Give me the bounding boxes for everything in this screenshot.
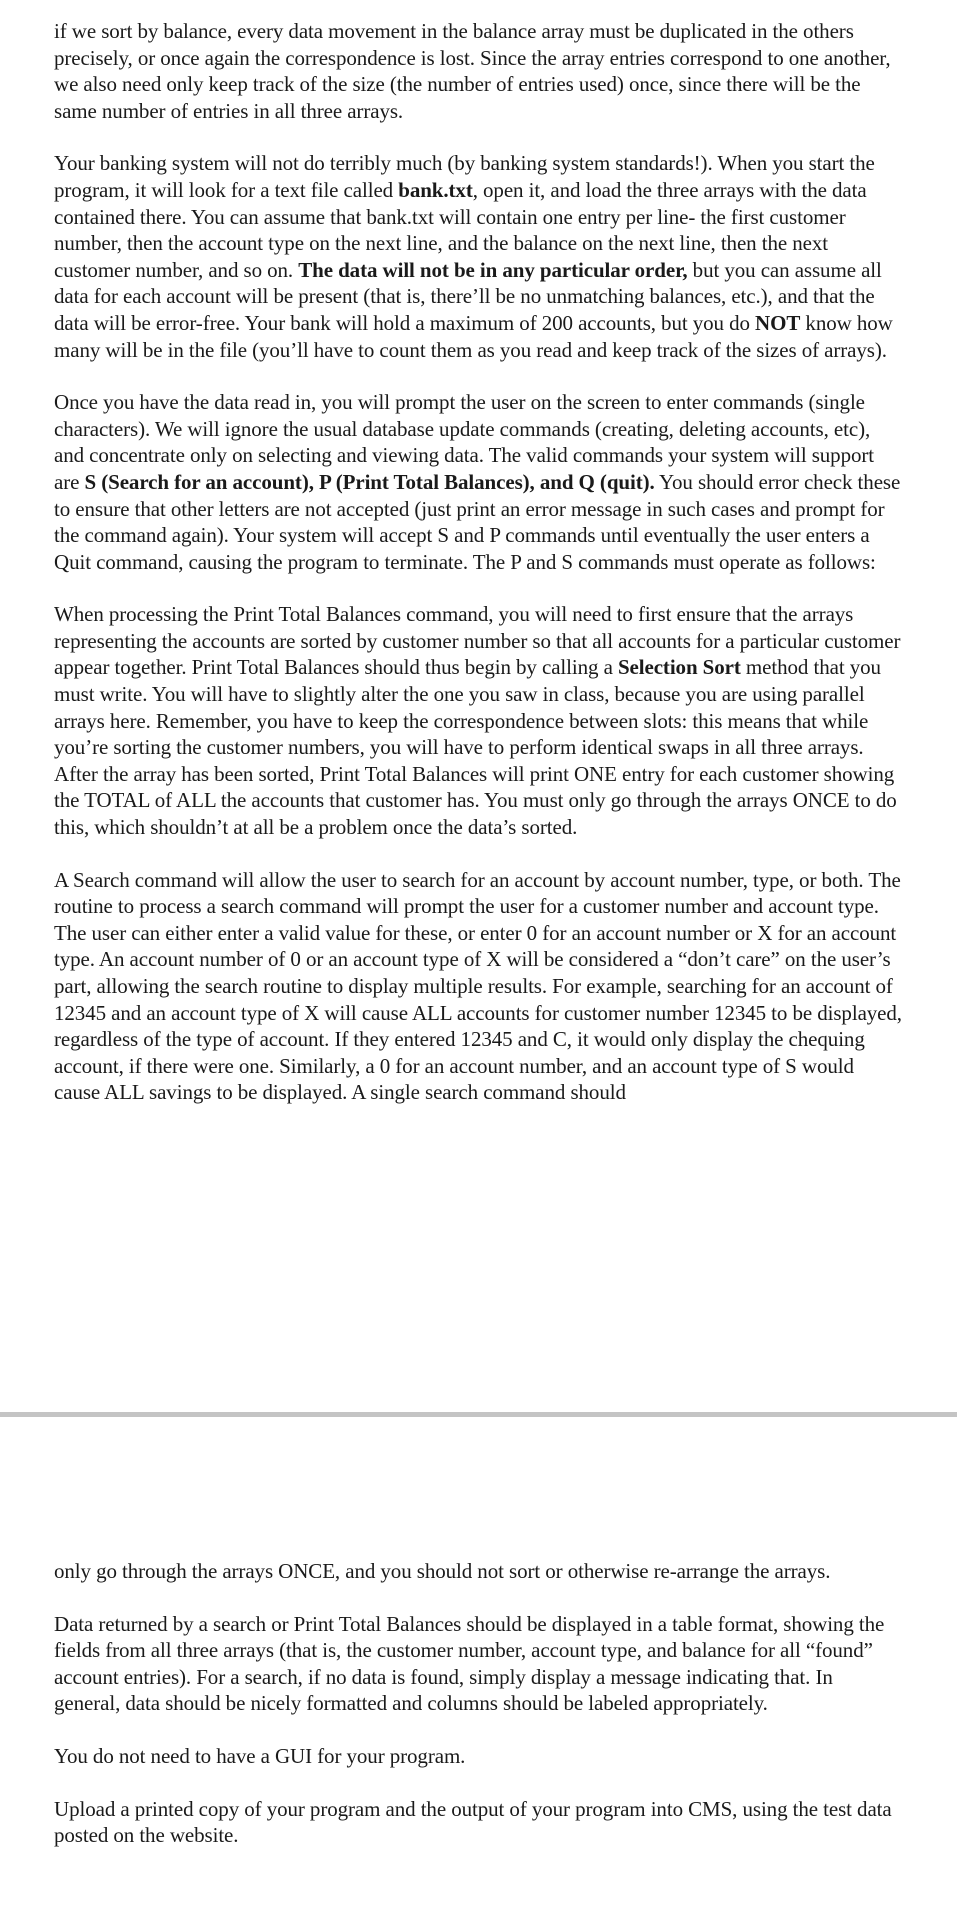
p3-text-1: Once you have the data read in, you will prompt the user on the screen to enter commands (single characters). We will ignore the usual database update commands (creating, deleting accounts, etc), and concentrate only on selecting and viewing data. The valid commands your system will support are [54, 390, 875, 494]
p2-text-4: know how many will be in the file (you’ll have to count them as you read and keep track of the sizes of arrays). [54, 310, 893, 362]
paragraph-search-continued: only go through the arrays ONCE, and you should not sort or otherwise re-arrange the arrays. [54, 1559, 831, 1583]
p3-bold-commands: S (Search for an account), P (Print Total Balances), and Q (quit). [84, 469, 655, 494]
paragraph-banking-system-intro [54, 150, 904, 363]
p2-bold-filename: bank.txt [398, 177, 473, 202]
p2-text-3: but you can assume all data for each account will be present (that is, there’ll be no unmatching balances, etc.), and that the data will be error-free. Your bank will hold a maximum of 200 accounts, but you do [54, 257, 882, 335]
p4-text-2: method that you must write. You will have to slightly alter the one you saw in class, because you are using parallel arrays here. Remember, you have to keep the correspondence between slots: this means that while you’re sorting the customer numbers, you will have to perform identical swaps in all three arrays. After the array has been sorted, Print Total Balances will print ONE entry for each customer showing the TOTAL of ALL the accounts that customer has. You must only go through the arrays ONCE to do this, which shouldn’t at all be a problem once the data’s sorted. [54, 655, 897, 840]
p3-text-2: You should error check these to ensure that other letters are not accepted (just print an error message in such cases and prompt for the command again). Your system will accept S and P commands until eventually the user enters a Quit command, causing the program to terminate. The P and S commands must operate as follows: [54, 469, 901, 574]
p4-bold-selection-sort: Selection Sort [617, 655, 741, 680]
paragraph-print-total-balances [54, 601, 904, 840]
page-divider [0, 1412, 957, 1417]
p4-text-1: When processing the Print Total Balances command, you will need to first ensure that the arrays representing the accounts are sorted by customer number so that all accounts for a particular customer appear together. Print Total Balances should thus begin by calling a [54, 602, 901, 680]
paragraph-no-gui: You do not need to have a GUI for your program. [54, 1743, 466, 1768]
paragraph-search-command: A Search command will allow the user to search for an account by account number, type, or both. The routine to process a search command will prompt the user for a customer number and account type. The user can either enter a valid value for these, or enter 0 for an account number or X for an account type. An account number of 0 or an account type of X will be considered a “don’t care” on the user’s part, allowing the search routine to display multiple results. For example, searching for an account of 12345 and an account type of X will cause ALL accounts for customer number 12345 to be displayed, regardless of the type of account. If they entered 12345 and C, it would only display the chequing account, if there were one. Similarly, a 0 for an account number, and an account type of S would cause ALL savings to be displayed. A single search command should [54, 867, 902, 1105]
paragraph-table-format: Data returned by a search or Print Total Balances should be displayed in a table format, showing the fields from all three arrays (that is, the customer number, account type, and balance for all “found” account entries). For a search, if no data is found, simply display a message indicating that. In general, data should be nicely formatted and columns should be labeled appropriately. [54, 1611, 885, 1716]
page-2-content [54, 1558, 904, 1875]
page-1-content [54, 18, 904, 1132]
p2-bold-not: NOT [755, 310, 801, 335]
p2-text-1: Your banking system will not do terribly much (by banking system standards!). When you start the program, it will look for a text file called [54, 151, 875, 202]
paragraph-upload-instructions: Upload a printed copy of your program and the output of your program into CMS, using the test data posted on the website. [54, 1796, 892, 1848]
document-page-2 [0, 1418, 957, 1920]
p2-text-2: , open it, and load the three arrays with the data contained there. You can assume that bank.txt will contain one entry per line- the first customer number, then the account type on the next line, and the balance on the next line, then the next customer number, and so on. [54, 177, 867, 282]
paragraph-commands [54, 389, 904, 575]
paragraph-sorting-correspondence: if we sort by balance, every data movement in the balance array must be duplicated in the others precisely, or once again the correspondence is lost. Since the array entries correspond to one another, we also need only keep track of the size (the number of entries used) once, since there will be the same number of entries in all three arrays. [54, 19, 891, 123]
p2-bold-order-note: The data will not be in any particular order, [298, 257, 688, 282]
